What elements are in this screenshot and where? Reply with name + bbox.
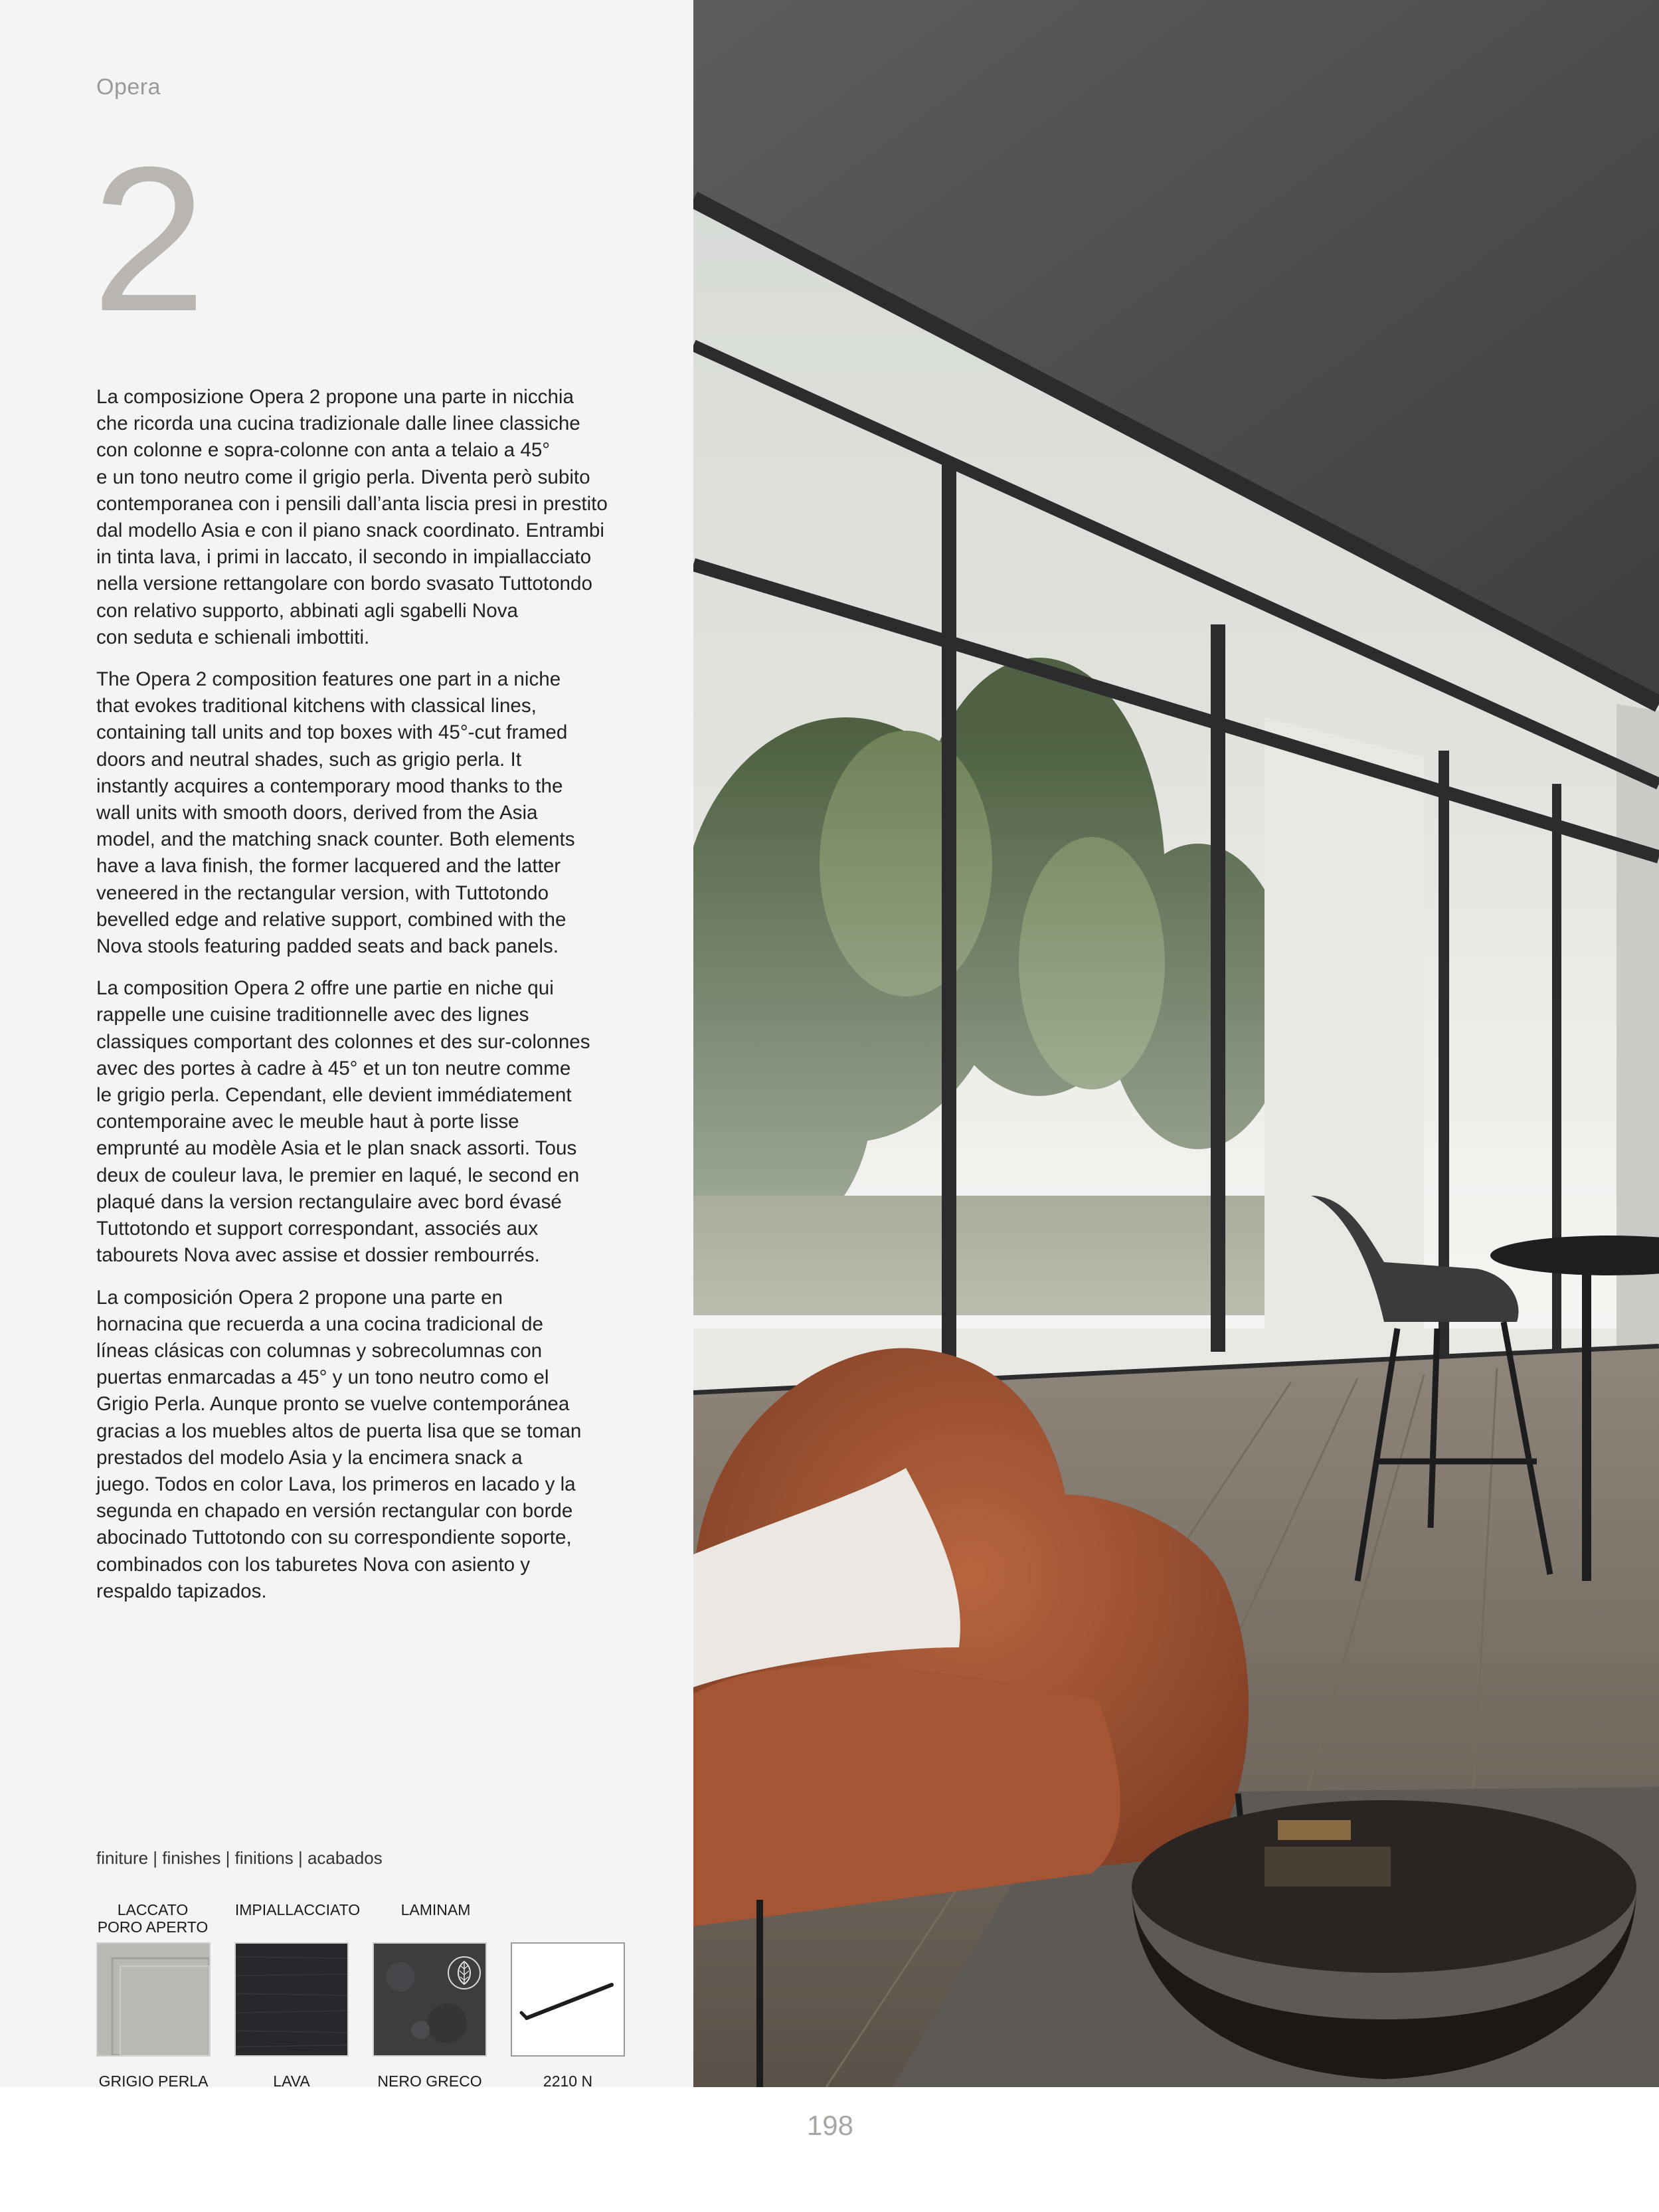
swatch-lava	[234, 1942, 349, 2057]
handle-bar-icon	[512, 1944, 624, 2055]
leaf-icon	[448, 1957, 480, 1989]
panel-frame-icon	[98, 1944, 209, 2055]
group-label-laminam: LAMINAM	[400, 1901, 471, 1918]
section-title: Opera	[96, 74, 161, 100]
swatch-name-2210n: 2210 N	[543, 2073, 593, 2090]
composition-number: 2	[92, 124, 207, 354]
swatch-name-grigio-perla: GRIGIO PERLA	[98, 2073, 209, 2090]
description	[96, 384, 628, 1620]
group-label-impiallacciato: IMPIALLACCIATO	[234, 1901, 361, 1918]
swatch-name-nero-greco: NERO GRECO	[377, 2073, 482, 2090]
text-panel	[0, 0, 693, 2090]
swatch-name-lava: LAVA	[273, 2073, 310, 2090]
stone-texture	[374, 1944, 485, 2055]
group-label-laccato: LACCATO PORO APERTO	[97, 1901, 209, 1936]
paragraph-spanish: La composición Opera 2 propone una parte en hornacina que recuerda a una cocina tradicional de líneas clásicas con columnas y sobrecolumnas con puertas enmarcadas a 45° y un tono neutro como el Grigio Perla. Aunque pronto se vuelve contemporánea gracias a los muebles altos de puerta lisa que se toman prestados del modelo Asia y la encimera snack a juego. Todos en color Lava, los primeros en lacado y la segunda en chapado en versión rectangular con borde abocinado Tuttotondo con su correspondiente soporte, combinados con los taburetes Nova con asiento y respaldo tapizados.	[96, 1286, 582, 1602]
swatch-grigio-perla	[96, 1942, 211, 2057]
finishes-caption: finiture | finishes | finitions | acabados	[96, 1848, 383, 1868]
interior-photo	[693, 0, 1659, 2087]
swatch-nero-greco	[373, 1942, 487, 2057]
living-room-scene	[693, 0, 1659, 2087]
paragraph-english: The Opera 2 composition features one part in a niche that evokes traditional kitchens with classical lines, containing tall units and top boxes with 45°-cut framed doors and neutral shades, such as grigio perla. It instantly acquires a contemporary mood thanks to the wall units with smooth doors, derived from the Asia model, and the matching snack counter. Both elements have a lava finish, the former lacquered and the latter veneered in the rectangular version, with Tuttotondo bevelled edge and relative support, combined with the Nova stools featuring padded seats and back panels.	[96, 668, 575, 958]
wood-grain-texture	[236, 1944, 347, 2055]
paragraph-italian: La composizione Opera 2 propone una parte in nicchia che ricorda una cucina tradizionale dalle linee classiche con colonne e sopra-colonne con anta a telaio a 45° e un tono neutro come il grigio perla. Diventa però subito contemporanea con i pensili dall’anta liscia presi in prestito dal modello Asia e con il piano snack coordinato. Entrambi in tinta lava, i primi in laccato, il secondo in impiallacciato nella versione rettangolare con bordo svasato Tuttotondo con relativo supporto, abbinati agli sgabelli Nova con seduta e schienali imbottiti.	[96, 386, 608, 648]
page-number: 198	[806, 2110, 854, 2141]
paragraph-french: La composition Opera 2 offre une partie en niche qui rappelle une cuisine traditionnelle avec des lignes classiques comportant des colonnes et des sur-colonnes avec des portes à cadre à 45° et un ton neutre comme le grigio perla. Cependant, elle devient immédiatement contemporaine avec le meuble haut à porte lisse emprunté au modèle Asia et le plan snack assorti. Tous deux de couleur lava, le premier en laqué, le second en plaqué dans la version rectangulaire avec bord évasé Tuttotondo et support correspondant, associés aux tabourets Nova avec assise et dossier rembourrés.	[96, 977, 590, 1267]
swatch-handle-2210n	[511, 1942, 625, 2057]
